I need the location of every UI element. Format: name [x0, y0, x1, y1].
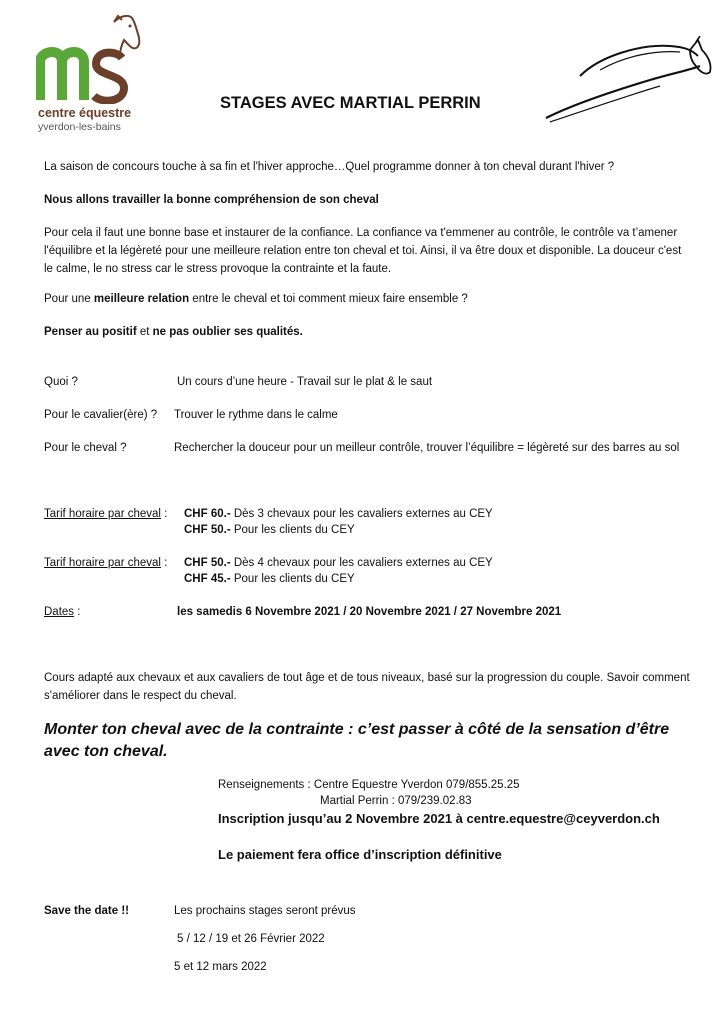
tarif1-line2	[184, 521, 355, 539]
quoi-label: Quoi ?	[44, 376, 78, 388]
dates-label: Dates	[44, 606, 75, 618]
quoi-value: Un cours d’une heure - Travail sur le plat & le saut	[177, 376, 433, 388]
tarif1-price2: CHF 50.-	[184, 524, 231, 536]
jumping-horse-icon	[540, 36, 720, 126]
renseignements-line1: Renseignements : Centre Equestre Yverdon 079/855.25.25	[218, 779, 520, 791]
intro-text: La saison de concours touche à sa fin et l'hiver approche…Quel programme donner à ton cheval durant l'hiver ?	[44, 161, 615, 173]
tarif2-price2: CHF 45.-	[184, 573, 231, 585]
cavalier-value: Trouver le rythme dans le calme	[174, 409, 338, 421]
tarif2-label-row	[44, 554, 167, 572]
cheval-label: Pour le cheval ?	[44, 442, 127, 454]
save-label: Save the date !!	[44, 905, 129, 917]
tarif2-sep: :	[160, 557, 168, 569]
cours-text: Cours adapté aux chevaux et aux cavaliers de tout âge et de tous niveaux, basé sur la progression du couple. Savoir comment s'améliorer dans le respect du cheval.	[44, 672, 690, 702]
tarif1-label: Tarif horaire par cheval	[44, 508, 161, 520]
horse-head-logo-icon	[36, 14, 146, 104]
renseignements-line2: Martial Perrin : 079/239.02.83	[320, 795, 472, 807]
relation-prefix: Pour une	[44, 293, 94, 305]
logo-line1: centre équestre	[38, 106, 132, 120]
positive-bold2: ne pas oublier ses qualités.	[152, 326, 303, 338]
cavalier-label: Pour le cavalier(ère) ?	[44, 409, 158, 421]
dates-label-row	[44, 603, 80, 621]
quote-text: Monter ton cheval avec de la contrainte : c’est passer à côté de la sensation d’être avec ton cheval.	[44, 721, 670, 760]
positive-bold1: Penser au positif	[44, 326, 137, 338]
tarif2-line2	[184, 570, 355, 588]
paiement-text: Le paiement fera office d’inscription définitive	[218, 847, 502, 862]
tarif1-price1: CHF 60.-	[184, 508, 231, 520]
tarif2-label: Tarif horaire par cheval	[44, 557, 161, 569]
tarif1-text1: Dès 3 chevaux pour les cavaliers externes au CEY	[230, 508, 493, 520]
positive-mid: et	[136, 326, 153, 338]
inscription-text: Inscription jusqu’au 2 Novembre 2021 à centre.equestre@ceyverdon.ch	[218, 811, 660, 826]
tarif2-text1: Dès 4 chevaux pour les cavaliers externes au CEY	[230, 557, 493, 569]
relation-text	[44, 290, 694, 308]
save-line3: 5 et 12 mars 2022	[174, 961, 267, 973]
heading-comprehension: Nous allons travailler la bonne compréhension de son cheval	[44, 194, 379, 206]
tarif1-sep: :	[160, 508, 168, 520]
positive-text	[44, 323, 694, 341]
dates-sep: :	[74, 606, 81, 618]
page-title: STAGES AVEC MARTIAL PERRIN	[220, 94, 481, 112]
logo	[36, 14, 146, 134]
relation-suffix: entre le cheval et toi comment mieux faire ensemble ?	[189, 293, 468, 305]
save-line2: 5 / 12 / 19 et 26 Février 2022	[177, 933, 325, 945]
tarif1-text2: Pour les clients du CEY	[230, 524, 355, 536]
tarif1-label-row	[44, 505, 167, 523]
tarif2-price1: CHF 50.-	[184, 557, 231, 569]
dates-value: les samedis 6 Novembre 2021 / 20 Novembre 2021 / 27 Novembre 2021	[177, 606, 562, 618]
save-line1: Les prochains stages seront prévus	[174, 905, 356, 917]
relation-bold: meilleure relation	[93, 293, 190, 305]
tarif2-text2: Pour les clients du CEY	[230, 573, 355, 585]
paragraph-confiance: Pour cela il faut une bonne base et instaurer de la confiance. La confiance va t'emmener au contrôle, le contrôle va t’amener l'équilibre et la légèreté pour une meilleure relation entre ton cheval et toi. Ainsi, il va être doux et disponible. La douceur c'est le calme, le no stress car le stress provoque la contrainte et la faute.	[44, 227, 682, 275]
cheval-value: Rechercher la douceur pour un meilleur contrôle, trouver l’équilibre = légèreté sur des barres au sol	[174, 442, 680, 454]
logo-line2: yverdon-les-bains	[38, 121, 121, 133]
